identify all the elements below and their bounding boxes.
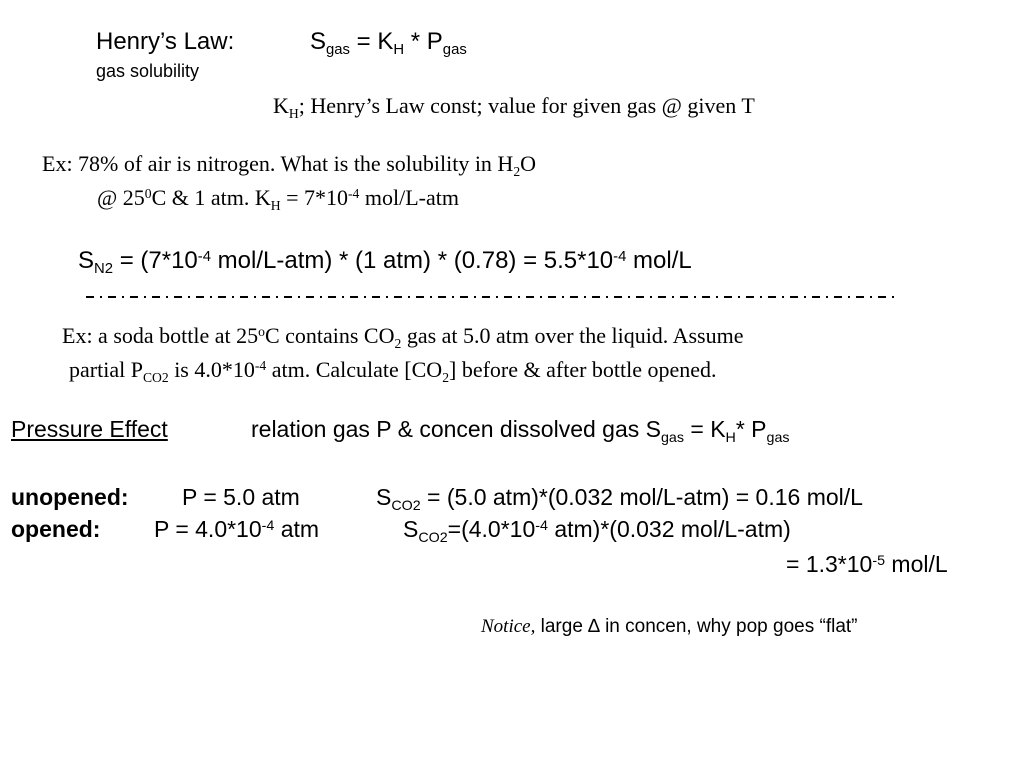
ex2-l2-sub: CO2 — [142, 369, 169, 385]
notice-note — [481, 617, 858, 636]
unopened-co2-sub: CO2 — [391, 497, 421, 514]
calc-s: S — [78, 247, 95, 274]
title-text: Henry’s Law: — [96, 28, 235, 55]
formula-h-sub: H — [393, 42, 405, 59]
pressure-effect-heading: Pressure Effect — [11, 416, 168, 442]
opened-r-sup: -4 — [535, 517, 548, 534]
ex2-l1-sub: 2 — [394, 335, 402, 351]
opened-result — [786, 553, 948, 576]
ex2-l1-sup: o — [258, 324, 265, 340]
example1-line2 — [97, 185, 459, 213]
ex2-l1-c: gas at 5.0 atm over the liquid. Assume — [401, 323, 744, 348]
kh-h-sub: H — [288, 105, 299, 121]
opened-co2-sub: CO2 — [418, 529, 448, 546]
calc-a: = (7*10 — [113, 247, 198, 274]
ex1-l2-c: = 7*10 — [280, 185, 349, 210]
ex1-l2-sup: 0 — [144, 186, 152, 202]
calc-sup2: -4 — [613, 248, 627, 265]
formula-eq: = K — [350, 28, 394, 55]
ex2-l2-b: is 4.0*10 — [168, 357, 255, 382]
formula-s: S — [310, 28, 327, 55]
ex1-l1-sub: 2 — [513, 163, 521, 179]
ex1-l2-b: C & 1 atm. K — [151, 185, 271, 210]
dash-dot-divider — [86, 296, 894, 298]
kh-k: K — [273, 93, 289, 118]
calc-sup1: -4 — [197, 248, 211, 265]
ex2-l2-d: ] before & after bottle opened. — [449, 357, 717, 382]
ex1-l2-sup2: -4 — [348, 186, 360, 202]
ex1-l1-suffix: O — [520, 151, 537, 176]
unopened-rest: = (5.0 atm)*(0.032 mol/L-atm) = 0.16 mol/L — [420, 484, 863, 510]
pe-gas2-sub: gas — [766, 429, 790, 446]
formula-gas-sub: gas — [326, 42, 350, 59]
ex2-l2-sup: -4 — [254, 358, 267, 374]
pe-star: * P — [735, 416, 767, 442]
pe-h-sub: H — [725, 429, 736, 446]
opened-result-sup: -5 — [872, 552, 886, 569]
example1-line1 — [42, 151, 537, 179]
ex1-l2-sub: H — [270, 197, 281, 213]
opened-result-a: = 1.3*10 — [786, 551, 873, 577]
unopened-solubility — [376, 484, 863, 514]
example2-line2 — [69, 357, 717, 385]
pe-text: relation gas P & concen dissolved gas S — [251, 416, 661, 442]
ex2-l1-b: C contains CO — [264, 323, 395, 348]
ex1-l2-d: mol/L-atm — [359, 185, 459, 210]
opened-s: S — [403, 516, 419, 542]
opened-pressure — [154, 518, 319, 541]
opened-r-a: =(4.0*10 — [447, 516, 536, 542]
formula-times: * P — [404, 28, 443, 55]
kh-text: ; Henry’s Law const; value for given gas @ given T — [298, 93, 755, 118]
opened-p-sup: -4 — [261, 517, 275, 534]
ex1-l2-a: @ 25 — [97, 185, 145, 210]
notice-text: large ∆ in concen, why pop goes “flat” — [535, 616, 858, 637]
unopened-pressure: P = 5.0 atm — [182, 484, 300, 510]
notice-italic: Notice, — [481, 616, 536, 637]
calc-b: mol/L-atm) * (1 atm) * (0.78) = 5.5*10 — [211, 247, 614, 274]
opened-result-b: mol/L — [885, 551, 948, 577]
pressure-effect-relation — [251, 416, 790, 446]
ex2-l1-a: Ex: a soda bottle at 25 — [62, 323, 259, 348]
calc-n2-sub: N2 — [94, 261, 114, 278]
gas-solubility-label: gas solubility — [96, 61, 200, 81]
ex1-l1-text: Ex: 78% of air is nitrogen. What is the solubility in H — [42, 151, 514, 176]
calc-c: mol/L — [626, 247, 692, 274]
henrys-law-title — [96, 30, 234, 54]
example1-calculation — [78, 247, 692, 278]
opened-r-b: atm)*(0.032 mol/L-atm) — [547, 516, 791, 542]
opened-label: opened: — [11, 516, 101, 542]
kh-definition — [273, 93, 755, 121]
ex2-l2-c: atm. Calculate [CO — [266, 357, 443, 382]
ex2-l2-a: partial P — [69, 357, 143, 382]
unopened-s: S — [376, 484, 392, 510]
pe-eq: = K — [683, 416, 726, 442]
pe-gas-sub: gas — [661, 429, 684, 446]
unopened-label: unopened: — [11, 484, 129, 510]
example2-line1 — [62, 323, 744, 351]
opened-solubility — [403, 516, 791, 546]
henrys-law-formula — [310, 28, 467, 59]
ex2-l2-sub2: 2 — [442, 369, 449, 385]
opened-p-b: atm — [274, 516, 320, 542]
formula-gas2-sub: gas — [442, 42, 467, 59]
opened-p-a: P = 4.0*10 — [154, 516, 262, 542]
